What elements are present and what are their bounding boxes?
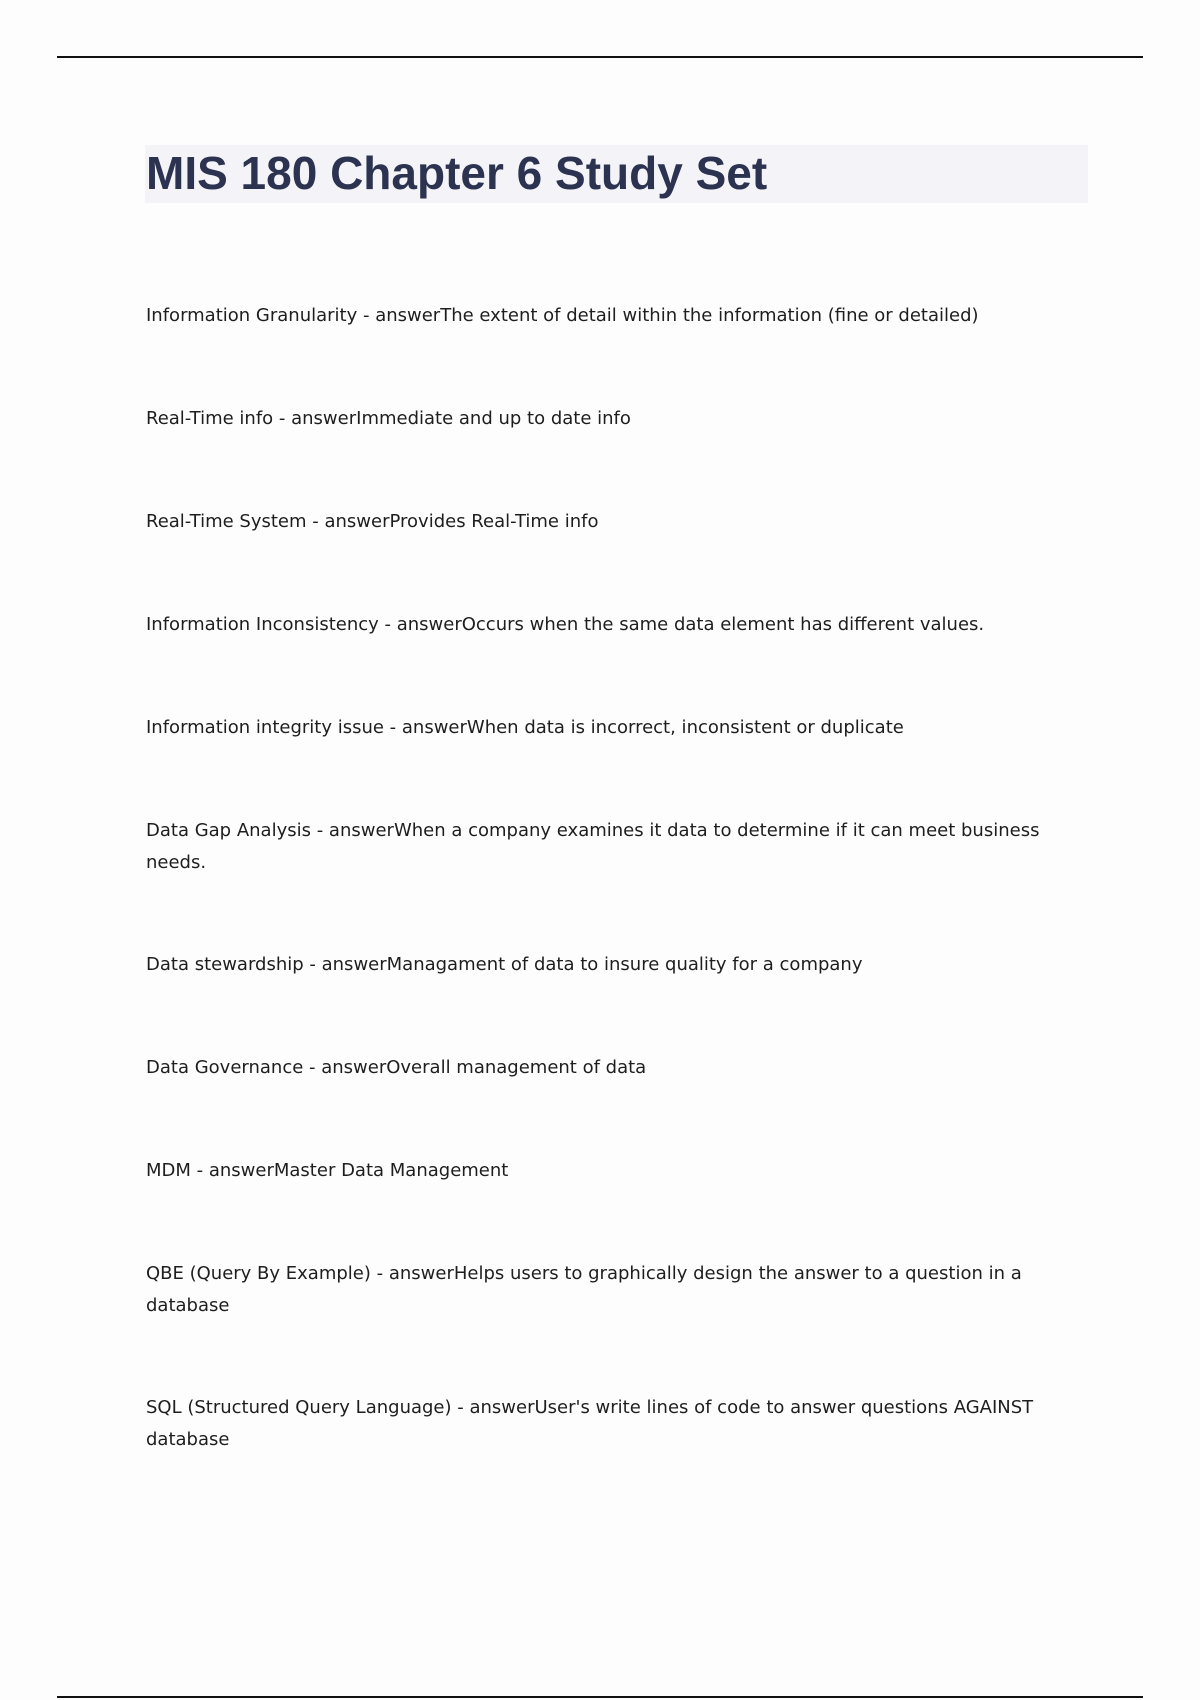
list-item: Information Inconsistency - answerOccurs when the same data element has different values. — [146, 614, 985, 635]
list-item: Real-Time info - answerImmediate and up to date info — [146, 408, 631, 429]
page-title: MIS 180 Chapter 6 Study Set — [146, 147, 768, 199]
bottom-rule — [57, 1696, 1143, 1698]
list-item: MDM - answerMaster Data Management — [146, 1160, 509, 1181]
top-rule — [57, 56, 1143, 58]
list-item: Real-Time System - answerProvides Real-Time info — [146, 511, 599, 532]
list-item: QBE (Query By Example) - answerHelps users to graphically design the answer to a question in a database — [146, 1263, 1022, 1316]
list-item: Data Gap Analysis - answerWhen a company examines it data to determine if it can meet business needs. — [146, 820, 1040, 873]
list-item: Information Granularity - answerThe extent of detail within the information (fine or detailed) — [146, 305, 979, 326]
list-item: Information integrity issue - answerWhen data is incorrect, inconsistent or duplicate — [146, 717, 904, 738]
list-item: Data stewardship - answerManagament of data to insure quality for a company — [146, 954, 863, 975]
list-item: Data Governance - answerOverall management of data — [146, 1057, 647, 1078]
list-item: SQL (Structured Query Language) - answerUser's write lines of code to answer questions AGAINST database — [146, 1397, 1034, 1450]
entry-list — [146, 300, 1046, 1526]
